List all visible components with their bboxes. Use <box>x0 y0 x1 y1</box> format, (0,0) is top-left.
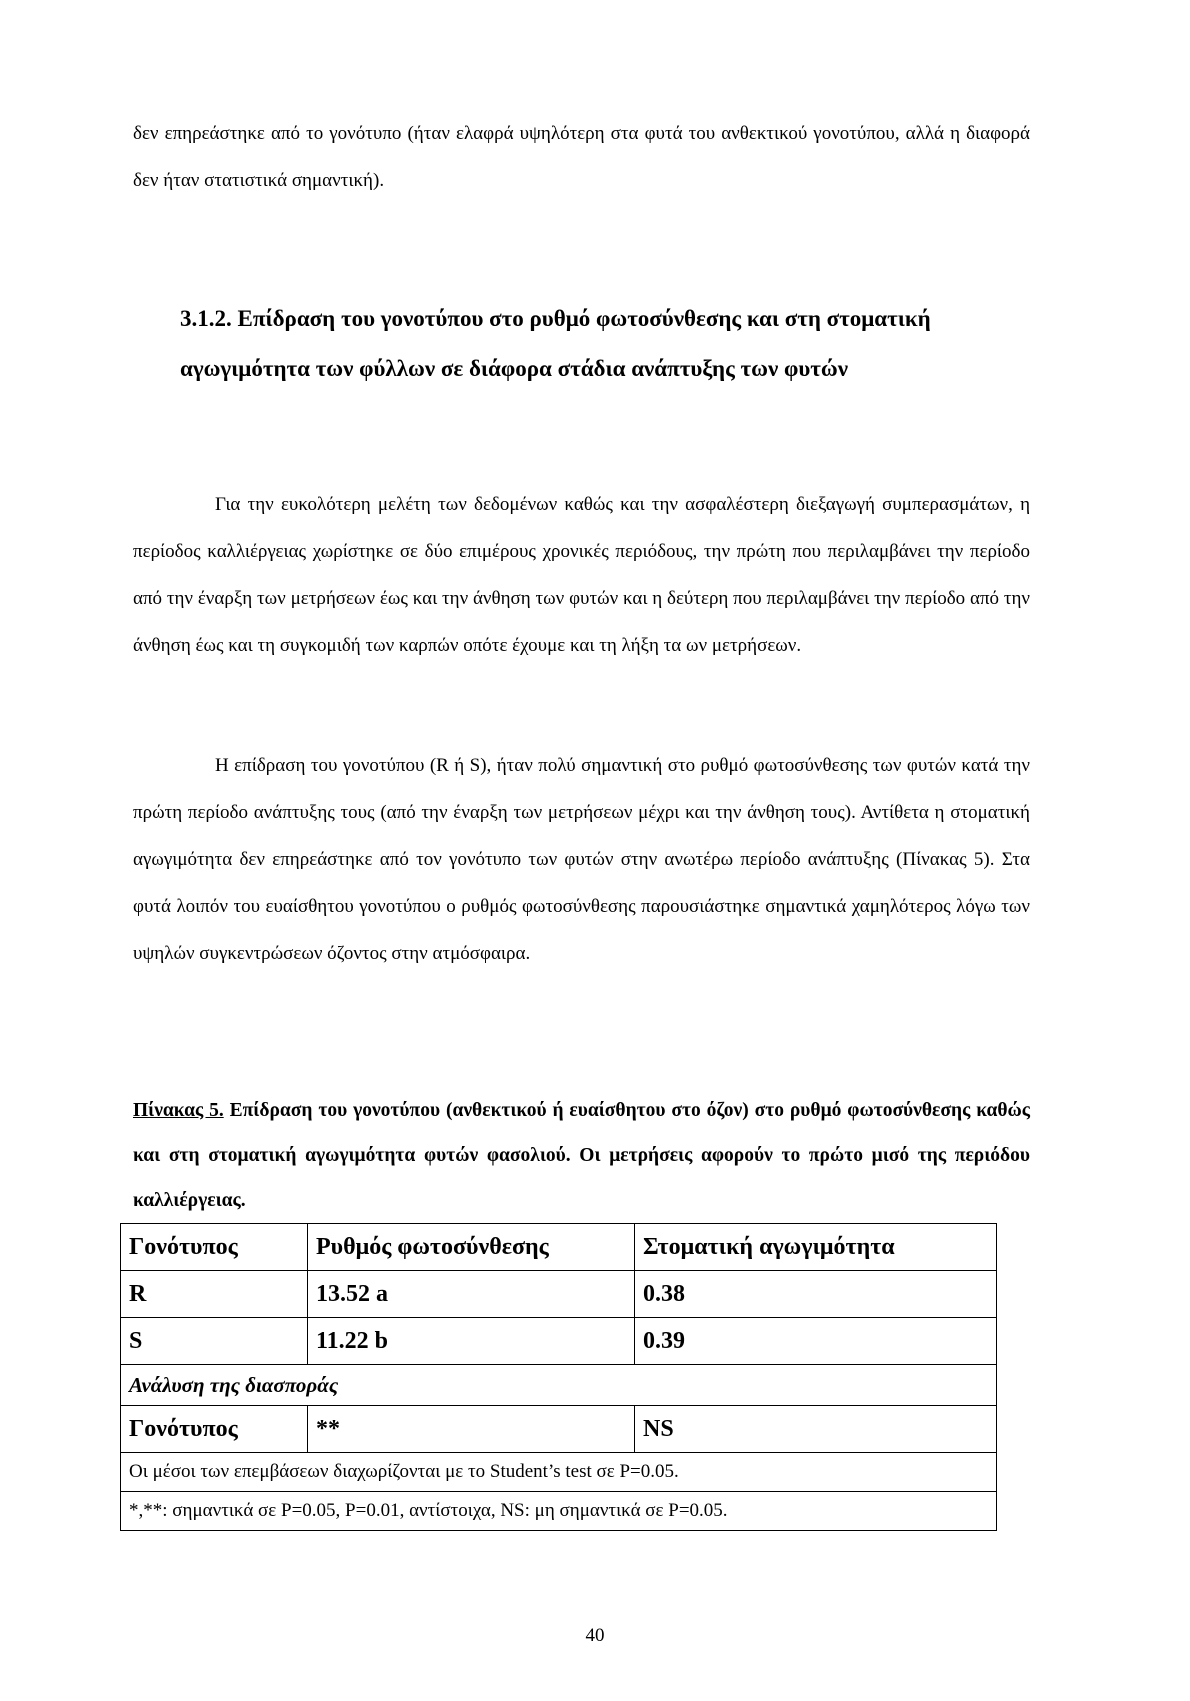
table-note-row <box>121 1492 997 1531</box>
results-table <box>120 1223 997 1531</box>
table-header-cell: Ρυθμός φωτοσύνθεσης <box>308 1224 635 1271</box>
anova-label: Ανάλυση της διασποράς <box>121 1365 997 1406</box>
table-cell: 0.38 <box>635 1271 997 1318</box>
section-heading <box>180 294 1030 394</box>
table-caption-text: Επίδραση του γονοτύπου (ανθεκτικού ή ευαίσθητου στο όζον) στο ρυθμό φωτοσύνθεσης καθώς και στη στοματική αγωγιμότητα φυτών φασολιού. Οι μετρήσεις αφορούν το πρώτο μισό της περιόδου καλλιέργειας. <box>133 1100 1030 1211</box>
section-number: 3.1.2. <box>180 306 232 331</box>
table-cell: 11.22 b <box>308 1318 635 1365</box>
table-cell: R <box>121 1271 308 1318</box>
anova-row <box>121 1406 997 1453</box>
table-cell: 13.52 a <box>308 1271 635 1318</box>
table-note: *,**: σημαντικά σε P=0.05, P=0.01, αντίστοιχα, NS: μη σημαντικά σε P=0.05. <box>121 1492 997 1531</box>
table-header-cell: Στοματική αγωγιμότητα <box>635 1224 997 1271</box>
table-row <box>121 1318 997 1365</box>
anova-label-row <box>121 1365 997 1406</box>
table-caption <box>133 1088 1030 1223</box>
table-label: Πίνακας 5. <box>133 1100 224 1121</box>
table-cell: 0.39 <box>635 1318 997 1365</box>
table-header-cell: Γονότυπος <box>121 1224 308 1271</box>
paragraph-genotype-effect: Η επίδραση του γονοτύπου (R ή S), ήταν πολύ σημαντική στο ρυθμό φωτοσύνθεσης των φυτών κατά την πρώτη περίοδο ανάπτυξης τους (από την έναρξη των μετρήσεων μέχρι και την άνθηση τους). Αντίθετα η στοματική αγωγιμότητα δεν επηρεάστηκε από τον γονότυπο των φυτών στην ανωτέρω περίοδο ανάπτυξης (Πίνακας 5). Στα φυτά λοιπόν του ευαίσθητου γονοτύπου ο ρυθμός φωτοσύνθεσης παρουσιάστηκε σημαντικά χαμηλότερος λόγω των υψηλών συγκεντρώσεων όζοντος στην ατμόσφαιρα. <box>133 755 1030 964</box>
table-cell: ** <box>308 1406 635 1453</box>
table-row <box>121 1271 997 1318</box>
table-note: Οι μέσοι των επεμβάσεων διαχωρίζονται με το Student’s test σε P=0.05. <box>121 1453 997 1492</box>
table-header-row <box>121 1224 997 1271</box>
page-number: 40 <box>585 1625 605 1646</box>
table-cell: NS <box>635 1406 997 1453</box>
paragraph-periods: Για την ευκολότερη μελέτη των δεδομένων καθώς και την ασφαλέστερη διεξαγωγή συμπερασμάτων, η περίοδος καλλιέργειας χωρίστηκε σε δύο επιμέρους χρονικές περιόδους, την πρώτη που περιλαμβάνει την περίοδο από την έναρξη των μετρήσεων έως και την άνθηση των φυτών και η δεύτερη που περιλαμβάνει την περίοδο από την άνθηση έως και τη συγκομιδή των καρπών οπότε έχουμε και τη λήξη τα ων μετρήσεων. <box>133 494 1030 656</box>
table-cell: Γονότυπος <box>121 1406 308 1453</box>
table-note-row <box>121 1453 997 1492</box>
section-title: Επίδραση του γονοτύπου στο ρυθμό φωτοσύνθεσης και στη στοματική αγωγιμότητα των φύλλων σε διάφορα στάδια ανάπτυξης των φυτών <box>180 306 931 381</box>
table-cell: S <box>121 1318 308 1365</box>
paragraph-continuation: δεν επηρεάστηκε από το γονότυπο (ήταν ελαφρά υψηλότερη στα φυτά του ανθεκτικού γονοτύπου, αλλά η διαφορά δεν ήταν στατιστικά σημαντική). <box>133 123 1030 191</box>
